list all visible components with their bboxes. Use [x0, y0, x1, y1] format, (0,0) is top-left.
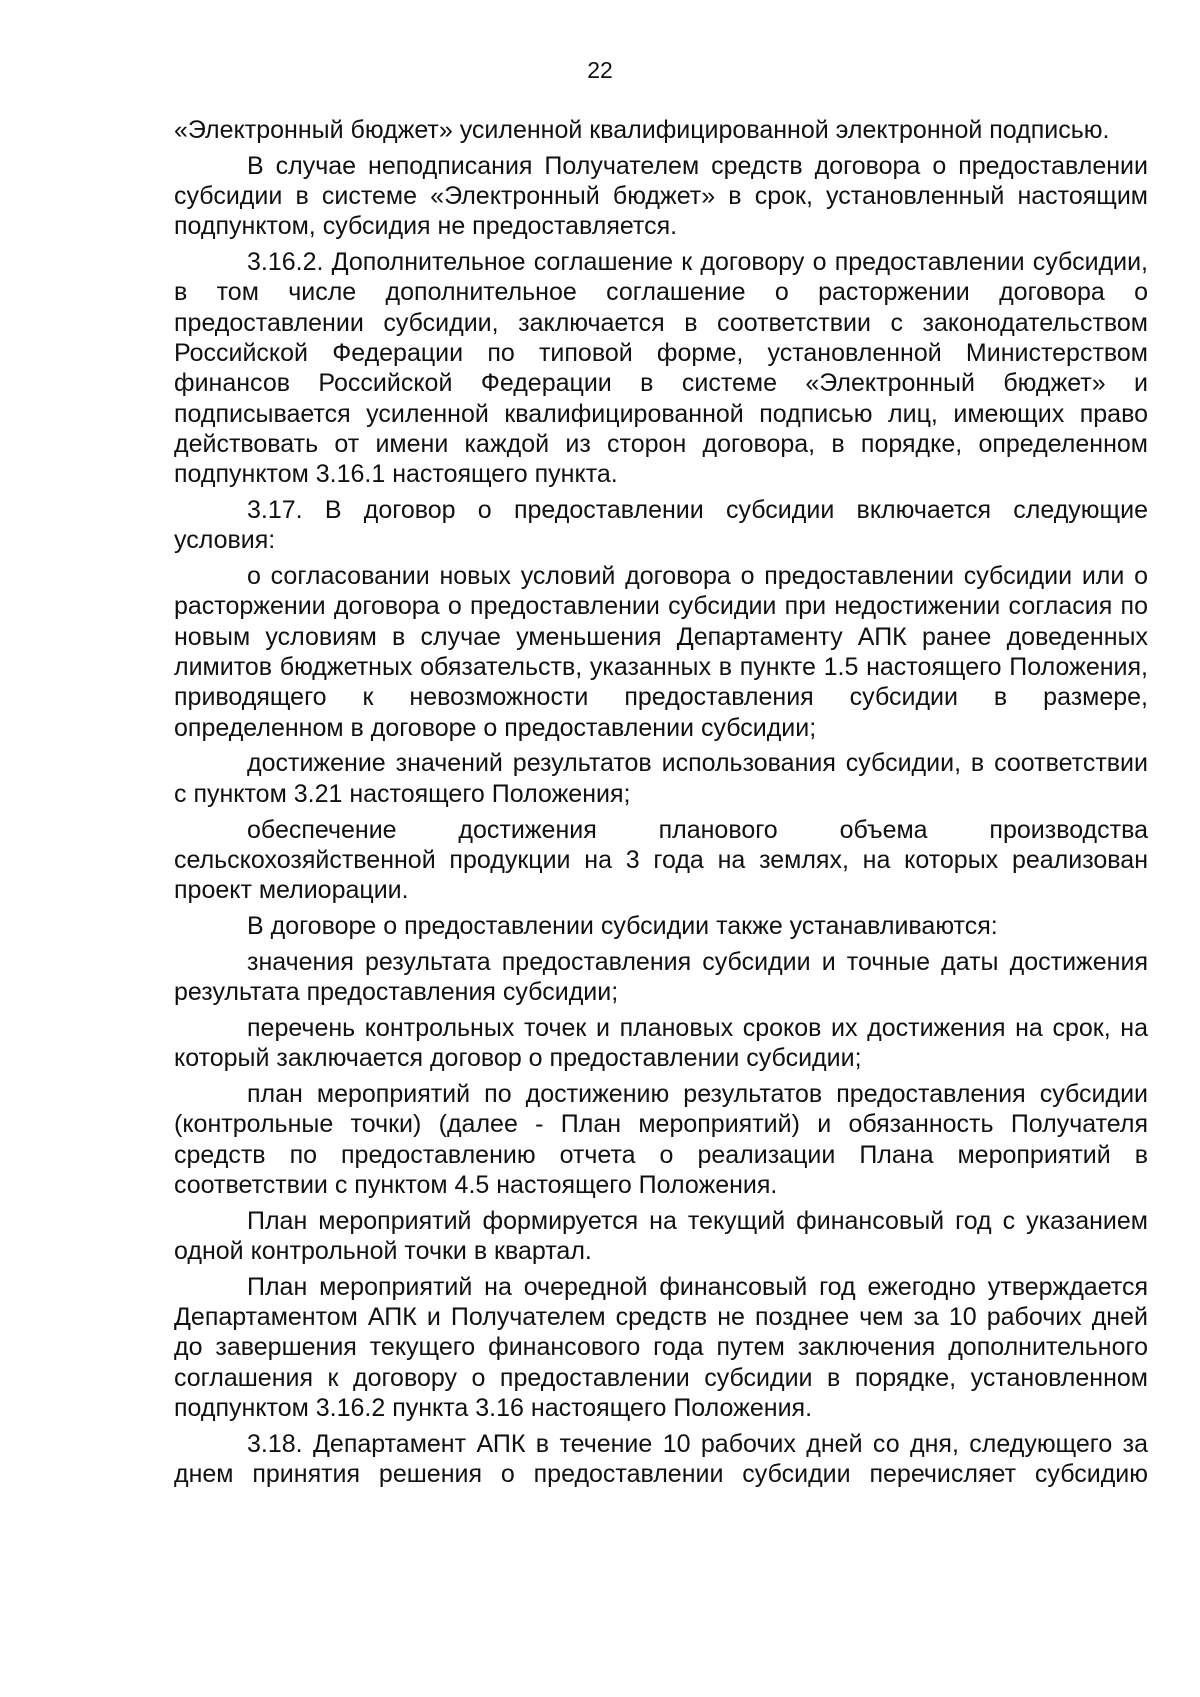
paragraph-result-values: достижение значений результатов использования субсидии, в соответствии с пунктом 3.21 настоящего Положения;: [174, 749, 1148, 808]
paragraph-production-volume: обеспечение достижения планового объема производства сельскохозяйственной продукции на 3 года на землях, на которых реализован проект мелиорации.: [174, 815, 1148, 905]
paragraph-3-18: 3.18. Департамент АПК в течение 10 рабочих дней со дня, следующего за днем принятия решения о предоставлении субсидии перечисляет субсидию: [174, 1429, 1148, 1488]
paragraph-3-16-2: 3.16.2. Дополнительное соглашение к договору о предоставлении субсидии, в том числе дополнительное соглашение о расторжении договора о предоставлении субсидии, заключается в соответствии с законодательством Российской Федерации по типовой форме, установленной Министерством финансов Российской Федерации в системе «Электронный бюджет» и подписывается усиленной квалифицированной подписью лиц, имеющих право действовать от имени каждой из сторон договора, в порядке, определенном подпунктом 3.16.1 настоящего пункта.: [174, 248, 1148, 489]
paragraph-action-plan: план мероприятий по достижению результатов предоставления субсидии (контрольные точки) (далее - План мероприятий) и обязанность Получателя средств по предоставлению отчета о реализации Плана мероприятий в соответствии с пунктом 4.5 настоящего Положения.: [174, 1079, 1148, 1199]
paragraph-3-17: 3.17. В договор о предоставлении субсидии включается следующие условия:: [174, 496, 1148, 555]
paragraph-control-points: перечень контрольных точек и плановых сроков их достижения на срок, на который заключается договор о предоставлении субсидии;: [174, 1013, 1148, 1073]
paragraph-unsigned-contract: В случае неподписания Получателем средств договора о предоставлении субсидии в системе «Электронный бюджет» в срок, установленный настоящим подпунктом, субсидия не предоставляется.: [174, 151, 1148, 241]
paragraph-also-established: В договоре о предоставлении субсидии также устанавливаются:: [247, 911, 998, 940]
paragraph-continuation: «Электронный бюджет» усиленной квалифицированной электронной подписью.: [174, 116, 1110, 144]
paragraph-result-dates: значения результата предоставления субсидии и точные даты достижения результата предоставления субсидии;: [174, 947, 1148, 1007]
document-body: [174, 115, 1148, 1495]
paragraph-new-conditions: о согласовании новых условий договора о предоставлении субсидии или о расторжении договора о предоставлении субсидии при недостижении согласия по новым условиям в случае уменьшения Департаменту АПК ранее доведенных лимитов бюджетных обязательств, указанных в пункте 1.5 настоящего Положения, приводящего к невозможности предоставления субсидии в размере, определенном в договоре о предоставлении субсидии;: [174, 562, 1148, 742]
paragraph-plan-current-year: План мероприятий формируется на текущий финансовый год с указанием одной контрольной точки в квартал.: [174, 1206, 1148, 1265]
page-number: 22: [587, 57, 613, 83]
paragraph-plan-next-year: План мероприятий на очередной финансовый год ежегодно утверждается Департаментом АПК и Получателем средств не позднее чем за 10 рабочих дней до завершения текущего финансового года путем заключения дополнительного соглашения к договору о предоставлении субсидии в порядке, установленном подпунктом 3.16.2 пункта 3.16 настоящего Положения.: [174, 1272, 1148, 1422]
